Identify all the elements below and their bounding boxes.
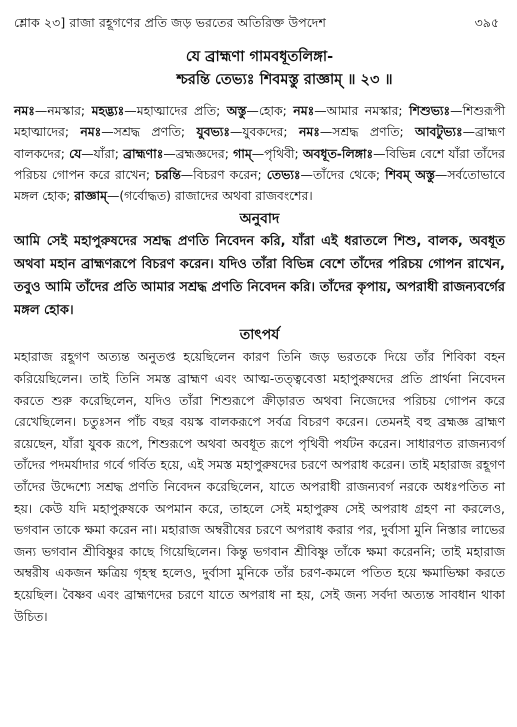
synonym-entry: যে—যাঁরা;: [69, 145, 119, 161]
synonym-entry: আবটুভ্যঃ—ব্রাহ্মণ বালকদের;: [14, 124, 505, 161]
synonym-meaning: যাঁরা;: [93, 145, 119, 161]
synonym-word: নমঃ: [80, 124, 102, 140]
verse-line-2: শ্চরন্তি তেভ্যঃ শিবমস্তু রাজ্ঞাম্ ॥ ২৩ ॥: [176, 72, 393, 88]
synonym-word: গাম্: [233, 145, 252, 161]
synonym-meaning: (গর্বোদ্ধত) রাজাদের অথবা রাজবংশের।: [119, 188, 313, 204]
synonym-entry: চরন্তি—বিচরণ করেন;: [155, 166, 262, 182]
synonym-entry: রাজ্ঞাম্—(গর্বোদ্ধত) রাজাদের অথবা রাজবংশের।: [74, 188, 313, 204]
synonym-entry: নমঃ—সশ্রদ্ধ প্রণতি;: [80, 124, 186, 140]
synonym-word: শিশুভ্যঃ: [409, 103, 451, 118]
translation-text: আমি সেই মহাপুরুষদের সশ্রদ্ধ প্রণতি নিবেদন করি, যাঁরা এই ধরাতলে শিশু, বালক, অবধূত অথবা মহান ব্রাহ্মণরূপে বিচরণ করেন। যদিও তাঁরা বিভিন্ন বেশে তাঁদের পরিচয় গোপন রাখেন, তবুও আমি তাঁদের প্রতি আমার সশ্রদ্ধ প্রণতি নিবেদন করি। তাঁদের কৃপায়, অপরাধী রাজন্যবর্গের মঙ্গল হোক।: [14, 234, 505, 319]
synonym-entry: যুবভ্যঃ—যুবকদের;: [196, 124, 288, 140]
verse: [14, 46, 505, 92]
synonym-entry: নমঃ—সশ্রদ্ধ প্রণতি;: [298, 124, 404, 140]
synonym-word: নমঃ: [293, 103, 315, 118]
synonym-entry: অবধূত-লিঙ্গাঃ—বিভিন্ন বেশে যাঁরা তাঁদের পরিচয় গোপন করে রাখেন;: [14, 145, 505, 182]
page-number: ৩৯৫: [474, 15, 499, 30]
verse-line-1: যে ব্রাহ্মণা গামবধূতলিঙ্গা-: [185, 49, 334, 65]
synonym-word: রাজ্ঞাম্: [74, 188, 107, 204]
synonym-meaning: সশ্রদ্ধ প্রণতি;: [113, 124, 186, 140]
synonym-word: চরন্তি: [155, 166, 181, 182]
synonym-word: নমঃ: [14, 103, 35, 118]
page-header: [14, 14, 505, 32]
synonym-word: যুবভ্যঃ: [196, 124, 230, 140]
synonym-entry: অস্তু—হোক;: [226, 103, 287, 118]
synonym-meaning: সর্বতোভাবে মঙ্গল হোক;: [14, 166, 505, 204]
purport-heading: তাৎপর্য: [239, 327, 280, 344]
synonym-meaning: ব্রহ্মজ্ঞদের;: [175, 145, 229, 161]
synonym-word: যে: [69, 145, 82, 161]
synonym-entry: নমঃ—আমার নমস্কার;: [293, 103, 403, 118]
synonym-meaning: আমার নমস্কার;: [326, 103, 403, 118]
synonym-meaning: শিশুরূপী মহাত্মাদের;: [14, 103, 505, 140]
synonym-entry: গাম্—পৃথিবী;: [233, 145, 299, 161]
synonym-meaning: তাঁদের থেকে;: [312, 166, 381, 182]
synonym-word: ব্রাহ্মণাঃ: [123, 145, 164, 161]
running-title: শ্লোক ২৩] রাজা রহূগণের প্রতি জড় ভরতের অতিরিক্ত উপদেশ: [14, 15, 326, 30]
synonym-word: তেভ্যঃ: [266, 166, 301, 182]
synonym-meaning: বিভিন্ন বেশে যাঁরা তাঁদের পরিচয় গোপন করে রাখেন;: [14, 145, 505, 182]
synonym-entry: নমঃ—নমস্কার;: [14, 103, 86, 118]
synonym-word: অস্তু: [226, 103, 247, 118]
synonym-meaning: পৃথিবী;: [264, 145, 299, 161]
synonym-meaning: ব্রাহ্মণ বালকদের;: [14, 124, 505, 161]
synonym-meaning: সশ্রদ্ধ প্রণতি;: [332, 124, 404, 140]
synonyms-paragraph: [14, 100, 505, 206]
synonym-entry: শিবম্ অস্তু—সর্বতোভাবে মঙ্গল হোক;: [14, 166, 505, 204]
synonym-entry: তেভ্যঃ—তাঁদের থেকে;: [266, 166, 381, 182]
synonym-entry: ব্রাহ্মণাঃ—ব্রহ্মজ্ঞদের;: [123, 145, 229, 161]
synonym-word: নমঃ: [298, 124, 320, 140]
synonym-entry: মহদ্ভ্যঃ—মহাত্মাদের প্রতি;: [91, 103, 221, 118]
synonym-meaning: মহাত্মাদের প্রতি;: [136, 103, 221, 118]
purport-text: মহারাজ রহূগণ অত্যন্ত অনুতপ্ত হয়েছিলেন কারণ তিনি জড় ভরতকে দিয়ে তাঁর শিবিকা বহন করিয়েছিলেন। তাই তিনি সমস্ত ব্রাহ্মণ এবং আত্ম-তত্ত্ববেত্তা মহাপুরুষদের প্রতি প্রার্থনা নিবেদন করতে শুরু করেছিলেন, যদিও তাঁরা শিশুরূপে ক্রীড়ারত অথবা নিজেদের পরিচয় গোপন করে রেখেছিলেন। চতুঃসন পাঁচ বছর বয়স্ক বালকরূপে সর্বত্র বিচরণ করেন। তেমনই বহু ব্রহ্মজ্ঞ ব্রাহ্মণ রয়েছেন, যাঁরা যুবক রূপে, শিশুরূপে অথবা অবধূত রূপে পৃথিবী পর্যটন করেন। সাধারণত রাজন্যবর্গ তাঁদের পদমর্যাদার গর্বে গর্বিত হয়ে, এই সমস্ত মহাপুরুষদের চরণে অপরাধ করেন। তাই মহারাজ রহূগণ তাঁদের উদ্দেশ্যে সশ্রদ্ধ প্রণতি নিবেদন করেছিলেন, যাতে অপরাধী রাজন্যবর্গ নরকে অধঃপতিত না হয়। কেউ যদি মহাপুরুষকে অপমান করে, তাহলে সেই মহাপুরুষ সেই অপরাধ গ্রহণ না করলেও, ভগবান তাকে ক্ষমা করেন না। মহারাজ অম্বরীষের চরণে অপরাধ করার পর, দুর্বাসা মুনি নিস্তার লাভের জন্য ভগবান শ্রীবিষ্ণুর কাছে গিয়েছিলেন। কিন্তু ভগবান শ্রীবিষ্ণু তাঁকে ক্ষমা করেননি; তাই মহারাজ অম্বরীষ একজন ক্ষত্রিয় গৃহস্থ হলেও, দুর্বাসা মুনিকে তাঁর চরণ-কমলে পতিত হয়ে ক্ষমাভিক্ষা করতে হয়েছিল। বৈষ্ণব এবং ব্রাহ্মণদের চরণে যাতে অপরাধ না হয়, সেই জন্য সর্বদা অত্যন্ত সাবধান থাকা উচিত।: [14, 349, 505, 624]
synonym-meaning: নমস্কার;: [47, 103, 86, 118]
synonym-word: অবধূত-লিঙ্গাঃ: [302, 145, 374, 161]
synonym-meaning: হোক;: [258, 103, 287, 118]
synonym-meaning: বিচরণ করেন;: [193, 166, 262, 182]
synonym-entry: শিশুভ্যঃ—শিশুরূপী মহাত্মাদের;: [14, 103, 505, 140]
synonym-word: আবটুভ্যঃ: [415, 124, 463, 140]
synonym-meaning: যুবকদের;: [242, 124, 288, 140]
synonym-word: মহদ্ভ্যঃ: [91, 103, 125, 118]
synonym-word: শিবম্ অস্তু: [385, 166, 435, 182]
translation-heading: অনুবাদ: [239, 211, 280, 228]
